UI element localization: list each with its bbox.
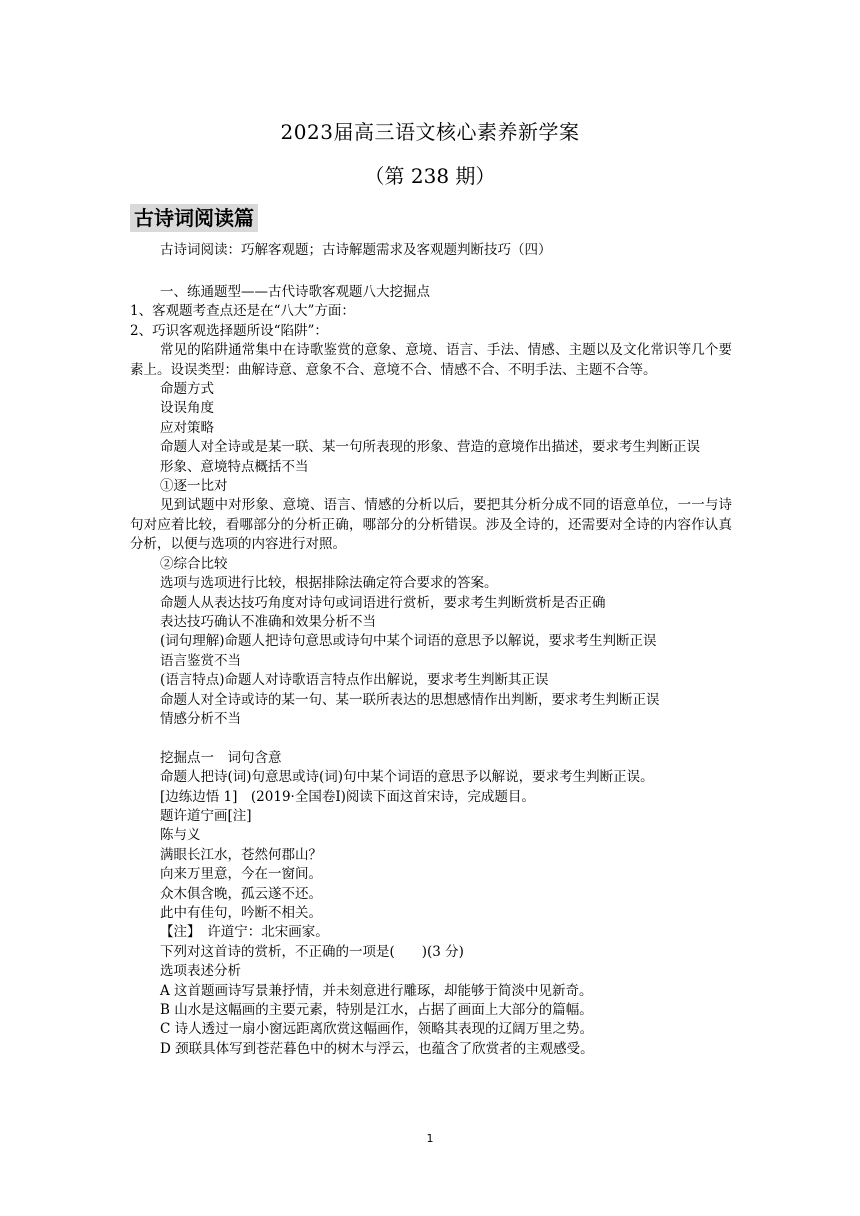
poem-line: 众木俱含晚，孤云遂不还。: [160, 885, 322, 902]
text-line: 设误角度: [160, 400, 214, 417]
text-line: 表达技巧确认不准确和效果分析不当: [160, 613, 376, 630]
text-line: 2、巧识客观选择题所设“陷阱”：: [130, 322, 328, 339]
poem-line: 向来万里意，今在一窗间。: [160, 866, 322, 883]
document-body: [130, 283, 732, 1059]
text-line: [边练边悟 1] (2019·全国卷Ⅰ)阅读下面这首宋诗，完成题目。: [160, 788, 535, 805]
poem-line: 此中有佳句，吟断不相关。: [160, 904, 322, 921]
option-d: D 颈联具体写到苍茫暮色中的树木与浮云，也蕴含了欣赏者的主观感受。: [160, 1040, 594, 1057]
page-number: 1: [426, 1132, 434, 1145]
paragraph: 命题人对全诗或是某一联、某一句所表现的形象、营造的意境作出描述，要求考生判断正误: [160, 439, 700, 456]
text-line: 命题方式: [160, 381, 214, 398]
paragraph: 见到试题中对形象、意境、语言、情感的分析以后，要把其分析分成不同的语意单位，一一与诗句对应着比较，看哪部分的分析正确，哪部分的分析错误。涉及全诗的，还需要对全诗的内容作认真分析，以便与选项的内容进行对照。: [130, 497, 732, 553]
option-a: A 这首题画诗写景兼抒情，并未刻意进行雕琢，却能够于简淡中见新奇。: [160, 982, 593, 999]
blank-line: [130, 729, 732, 748]
text-line: 命题人对全诗或诗的某一句、某一联所表达的思想感情作出判断，要求考生判断正误: [160, 691, 660, 708]
text-line: 命题人把诗(词)句意思或诗(词)句中某个词语的意思予以解说，要求考生判断正误。: [160, 769, 654, 786]
note-line: 【注】 许道宁：北宋画家。: [160, 924, 329, 941]
text-line: 题许道宁画[注]: [160, 807, 252, 824]
text-line: 应对策略: [160, 419, 214, 436]
text-line: 选项与选项进行比较，根据排除法确定符合要求的答案。: [160, 575, 498, 592]
option-b: B 山水是这幅画的主要元素，特别是江水，占据了画面上大部分的篇幅。: [160, 1002, 593, 1019]
paragraph: 常见的陷阱通常集中在诗歌鉴赏的意象、意境、语言、手法、情感、主题以及文化常识等几个要素上。设误类型：曲解诗意、意象不合、意境不合、情感不合、不明手法、主题不合等。: [130, 342, 732, 378]
text-line: 形象、意境特点概括不当: [160, 458, 309, 475]
text-line: 命题人从表达技巧角度对诗句或词语进行赏析，要求考生判断赏析是否正确: [160, 594, 606, 611]
issue-number: （第 238 期）: [364, 164, 496, 188]
question-line: 下列对这首诗的赏析，不正确的一项是( )(3 分): [160, 943, 464, 960]
document-title: 2023届高三语文核心素养新学案: [280, 120, 580, 144]
text-line: 陈与义: [160, 827, 201, 844]
option-c: C 诗人透过一扇小窗远距离欣赏这幅画作，领略其表现的辽阔万里之势。: [160, 1021, 594, 1038]
heading-line: 一、练通题型——古代诗歌客观题八大挖掘点: [160, 284, 430, 300]
text-line: ①逐一比对: [160, 478, 228, 495]
text-line: 挖掘点一 词句含意: [160, 749, 282, 766]
text-line: ②综合比较: [160, 555, 228, 572]
text-line: 情感分析不当: [160, 710, 241, 727]
lesson-subtitle: 古诗词阅读：巧解客观题；古诗解题需求及客观题判断技巧（四）: [160, 242, 552, 258]
text-line: (语言特点)命题人对诗歌语言特点作出解说，要求考生判断其正误: [160, 672, 549, 689]
text-line: (词句理解)命题人把诗句意思或诗句中某个词语的意思予以解说，要求考生判断正误: [160, 633, 657, 650]
poem-line: 满眼长江水，苍然何郡山？: [160, 846, 322, 863]
section-heading: 古诗词阅读篇: [130, 204, 258, 232]
text-line: 1、客观题考查点还是在“八大”方面：: [130, 303, 355, 320]
text-line: 选项表述分析: [160, 963, 241, 980]
text-line: 语言鉴赏不当: [160, 652, 241, 669]
